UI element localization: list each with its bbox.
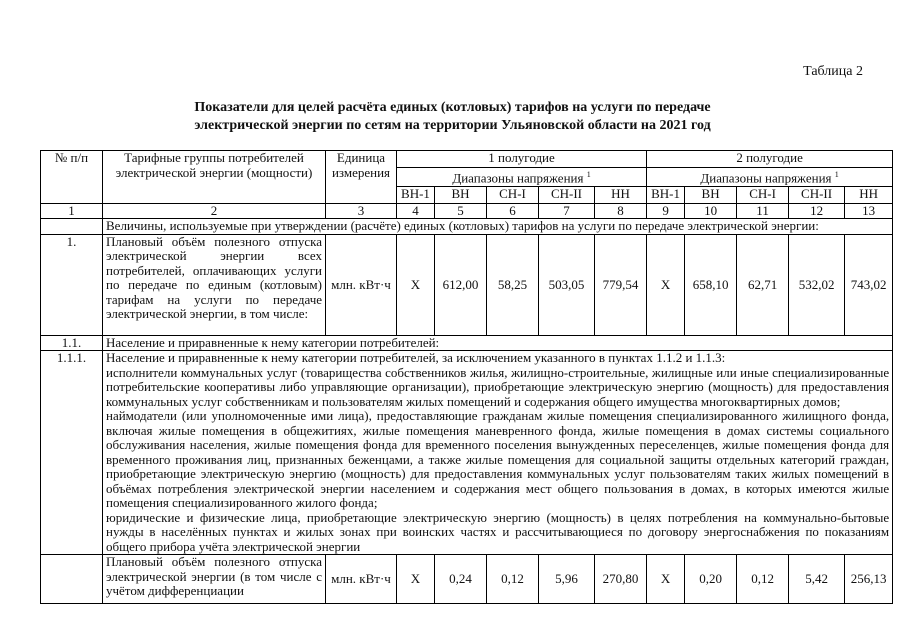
- row-description: Плановый объём полезного отпуска электрической энергии (в том числе с учётом дифференциации: [103, 555, 326, 604]
- value-cell: 5,42: [789, 555, 845, 604]
- col-number: 1: [41, 203, 103, 219]
- header-half-2: 2 полугодие: [647, 151, 893, 168]
- value-cell: Х: [397, 234, 435, 335]
- col-number: 11: [737, 203, 789, 219]
- value-cell: 0,24: [435, 555, 487, 604]
- category-paragraph: юридические и физические лица, приобретающие электрическую энергию (мощность) в целях потребления на коммунально-бытовые нужды в населённых пунктах и жилых зонах при воинских частях и рассчитывающиеся по договору энергоснабжения по показаниям общего прибора учёта электрической энергии: [106, 509, 890, 554]
- value-cell: 779,54: [595, 234, 647, 335]
- col-number: 3: [326, 203, 397, 219]
- value-cell: Х: [647, 234, 685, 335]
- section-values-heading: Величины, используемые при утверждении (расчёте) единых (котловых) тарифов на услуги по передаче электрической энергии:: [103, 219, 893, 235]
- header-group: Тарифные группы потребителей электрической энергии (мощности): [103, 151, 326, 204]
- category-description: [103, 351, 893, 555]
- col-number: 10: [685, 203, 737, 219]
- table-number: Таблица 2: [803, 64, 863, 79]
- header-voltage: ВН: [435, 186, 487, 203]
- header-voltage: СН-I: [487, 186, 539, 203]
- header-voltage: СН-I: [737, 186, 789, 203]
- title-line-2: электрической энергии по сетям на территории Ульяновской области на 2021 год: [194, 118, 711, 133]
- col-number: 9: [647, 203, 685, 219]
- col-number: 5: [435, 203, 487, 219]
- title-line-1: Показатели для целей расчёта единых (котловых) тарифов на услуги по передаче: [194, 100, 711, 115]
- header-ranges-2: Диапазоны напряжения $^1$: [647, 168, 893, 187]
- value-cell: 58,25: [487, 234, 539, 335]
- row-number: 1.: [41, 234, 103, 335]
- value-cell: 743,02: [845, 234, 893, 335]
- value-cell: 612,00: [435, 234, 487, 335]
- row-number-empty: [41, 555, 103, 604]
- col-number: 4: [397, 203, 435, 219]
- value-cell: 503,05: [539, 234, 595, 335]
- value-cell: Х: [647, 555, 685, 604]
- col-number: 6: [487, 203, 539, 219]
- row-number: 1.1.1.: [41, 351, 103, 555]
- value-cell: 0,12: [487, 555, 539, 604]
- row-number: 1.1.: [41, 335, 103, 351]
- header-voltage: НН: [595, 186, 647, 203]
- section-num-empty: [41, 219, 103, 235]
- header-half-1: 1 полугодие: [397, 151, 647, 168]
- header-voltage: ВН-1: [647, 186, 685, 203]
- row-unit: млн. кВт·ч: [326, 234, 397, 335]
- value-cell: 0,20: [685, 555, 737, 604]
- header-voltage: ВН: [685, 186, 737, 203]
- header-ranges-1: Диапазоны напряжения $^1$: [397, 168, 647, 187]
- category-paragraph: наймодатели (или уполномоченные ими лица), предоставляющие гражданам жилые помещения специализированного жилищного фонда, включая жилые помещения в общежитиях, жилые помещения маневренного фонда, жилые помещения в домах системы социального обслуживания населения, жилые помещения фонда для временного поселения вынужденных переселенцев, жилые помещения фонда для временного проживания лиц, признанных беженцами, а также жилые помещения для социальной защиты отдельных категорий граждан, приобретающие электрическую энергию (мощность) для предоставления коммунальных услуг пользователям таких жилых помещений в объёмах потребления электрической энергии населением и содержания мест общего пользования в домах, в которых имеются жилые помещения специализированного жилого фонда;: [106, 408, 890, 511]
- row-description: Население и приравненные к нему категории потребителей:: [103, 335, 893, 351]
- row-description: Плановый объём полезного отпуска электрической энергии всех потребителей, оплачивающих услуги по передаче по единым (котловым) тарифам на услуги по передаче электрической энергии, в том числе:: [103, 234, 326, 335]
- document-title: [0, 99, 905, 135]
- value-cell: 256,13: [845, 555, 893, 604]
- value-cell: 532,02: [789, 234, 845, 335]
- header-voltage: СН-II: [539, 186, 595, 203]
- header-voltage: СН-II: [789, 186, 845, 203]
- value-cell: 270,80: [595, 555, 647, 604]
- col-number: 2: [103, 203, 326, 219]
- value-cell: Х: [397, 555, 435, 604]
- col-number: 13: [845, 203, 893, 219]
- category-paragraph: исполнители коммунальных услуг (товарищества собственников жилья, жилищно-строительные, жилищные или иные специализированные потребительские кооперативы либо управляющие организации), приобретающие электрическую энергию (мощность) для предоставления коммунальных услуг собственникам и пользователям жилых помещений и содержания общего имущества многоквартирных домов;: [106, 364, 890, 409]
- header-voltage: НН: [845, 186, 893, 203]
- value-cell: 0,12: [737, 555, 789, 604]
- value-cell: 5,96: [539, 555, 595, 604]
- value-cell: 658,10: [685, 234, 737, 335]
- row-unit: млн. кВт·ч: [326, 555, 397, 604]
- header-unit: Единица измерения: [326, 151, 397, 204]
- col-number: 8: [595, 203, 647, 219]
- col-number: 12: [789, 203, 845, 219]
- category-paragraph: Население и приравненные к нему категории потребителей, за исключением указанного в пунктах 1.1.2 и 1.1.3:: [106, 350, 726, 366]
- value-cell: 62,71: [737, 234, 789, 335]
- header-voltage: ВН-1: [397, 186, 435, 203]
- header-num: № п/п: [41, 151, 103, 204]
- col-number: 7: [539, 203, 595, 219]
- tariff-table: [40, 150, 893, 604]
